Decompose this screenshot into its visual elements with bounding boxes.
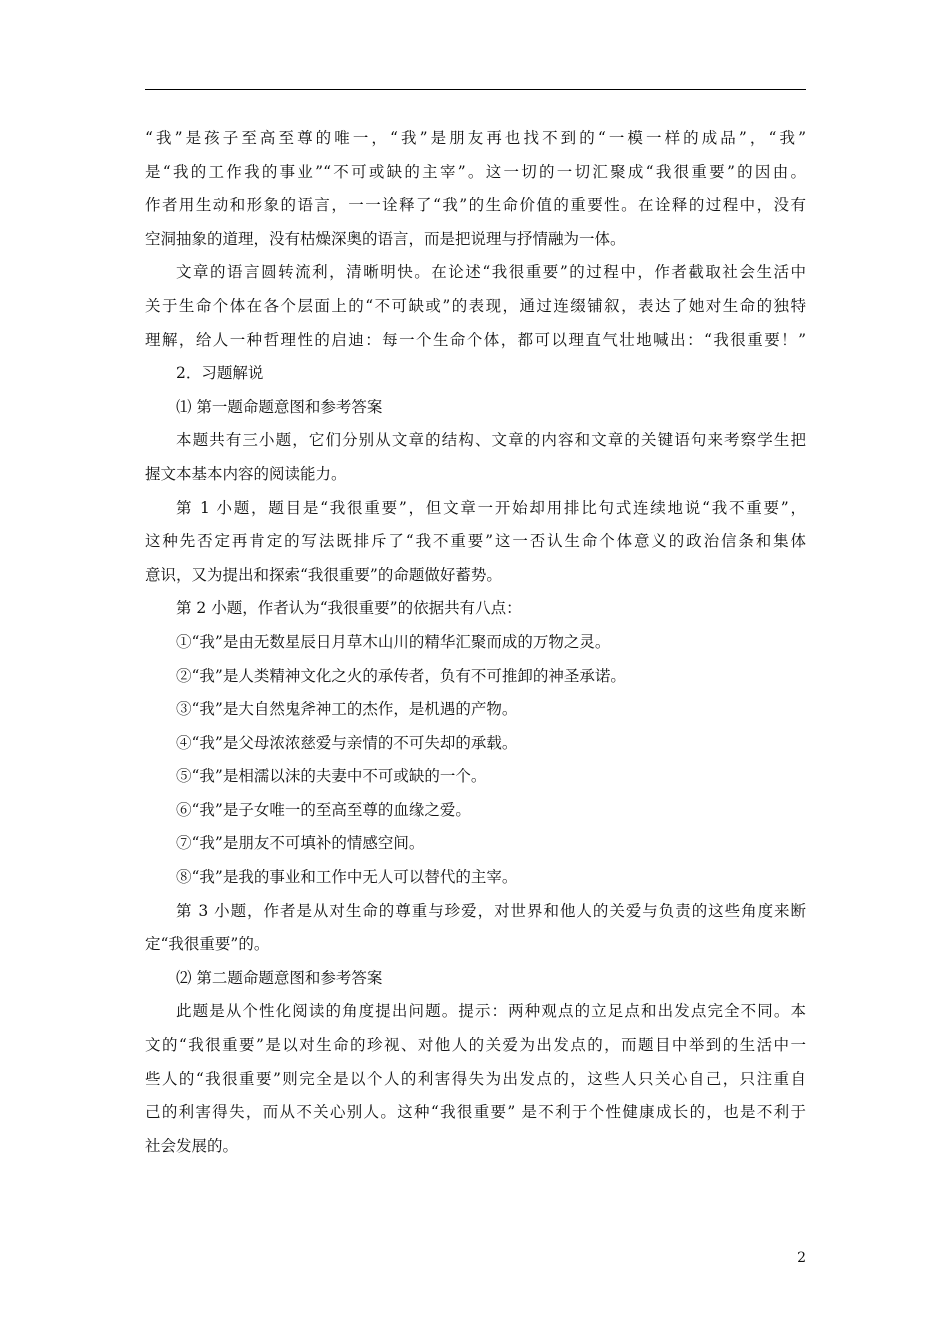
text-line: 关于生命个体在各个层面上的“不可缺或”的表现，通过连缀铺叙，表达了她对生命的独特 [145, 296, 806, 315]
text-line: 第 2 小题，作者认为“我很重要”的依据共有八点： [176, 599, 522, 618]
text-line: 社会发展的。 [145, 1136, 239, 1155]
subsection-heading: ⑴ 第一题命题意图和参考答案 [176, 397, 383, 416]
text-line: 些人的“我很重要”则完全是以个人的利害得失为出发点的，这些人只关心自己，只注重自 [145, 1069, 806, 1088]
text-line: 第 1 小题，题目是“我很重要”，但文章一开始却用排比句式连续地说“我不重要”， [176, 498, 806, 517]
text-line: 己的利害得失，而从不关心别人。这种“我很重要” 是不利于个性健康成长的，也是不利于 [145, 1103, 806, 1122]
text-line: 定“我很重要”的。 [145, 935, 270, 954]
text-line: 握文本基本内容的阅读能力。 [145, 464, 347, 483]
text-line: 此题是从个性化阅读的角度提出问题。提示：两种观点的立足点和出发点完全不同。本 [176, 1002, 806, 1021]
list-item: ⑧“我”是我的事业和工作中无人可以替代的主宰。 [176, 868, 518, 887]
subsection-heading: ⑵ 第二题命题意图和参考答案 [176, 968, 383, 987]
section-heading: 2．习题解说 [176, 364, 264, 383]
text-line: “我”是孩子至高至尊的唯一，“我”是朋友再也找不到的“一模一样的成品”，“我” [145, 129, 806, 147]
text-line: 这种先否定再肯定的写法既排斥了“我不重要”这一否认生命个体意义的政治信条和集体 [145, 532, 806, 551]
body-text [145, 122, 806, 1163]
text-line: 意识，又为提出和探索“我很重要”的命题做好蓄势。 [145, 565, 502, 584]
text-line: 文章的语言圆转流利，清晰明快。在论述“我很重要”的过程中，作者截取社会生活中 [176, 263, 806, 282]
text-line: 第 3 小题，作者是从对生命的尊重与珍爱，对世界和他人的关爱与负责的这些角度来断 [176, 901, 806, 920]
list-item: ④“我”是父母浓浓慈爱与亲情的不可失却的承载。 [176, 733, 518, 752]
page-number: 2 [797, 1250, 806, 1266]
text-line: 作者用生动和形象的语言，一一诠释了“我”的生命价值的重要性。在诠释的过程中，没有 [145, 196, 806, 215]
list-item: ⑥“我”是子女唯一的至高至尊的血缘之爱。 [176, 800, 471, 819]
list-item: ③“我”是大自然鬼斧神工的杰作，是机遇的产物。 [176, 700, 518, 719]
list-item: ⑦“我”是朋友不可填补的情感空间。 [176, 834, 425, 853]
text-line: 空洞抽象的道理，没有枯燥深奥的语言，而是把说理与抒情融为一体。 [145, 229, 626, 248]
list-item: ①“我”是由无数星辰日月草木山川的精华汇聚而成的万物之灵。 [176, 632, 611, 651]
list-item: ②“我”是人类精神文化之火的承传者，负有不可推卸的神圣承诺。 [176, 666, 626, 685]
text-line: 文的“我很重要”是以对生命的珍视、对他人的关爱为出发点的，而题目中举到的生活中一 [145, 1036, 806, 1055]
header-rule [145, 89, 806, 90]
text-line: 理解，给人一种哲理性的启迪：每一个生命个体，都可以理直气壮地喊出：“我很重要！” [145, 330, 806, 349]
list-item: ⑤“我”是相濡以沫的夫妻中不可或缺的一个。 [176, 767, 487, 786]
text-line: 本题共有三小题，它们分别从文章的结构、文章的内容和文章的关键语句来考察学生把 [176, 431, 806, 450]
text-line: 是“我的工作我的事业”“不可或缺的主宰”。这一切的一切汇聚成“我很重要”的因由。 [145, 162, 806, 181]
